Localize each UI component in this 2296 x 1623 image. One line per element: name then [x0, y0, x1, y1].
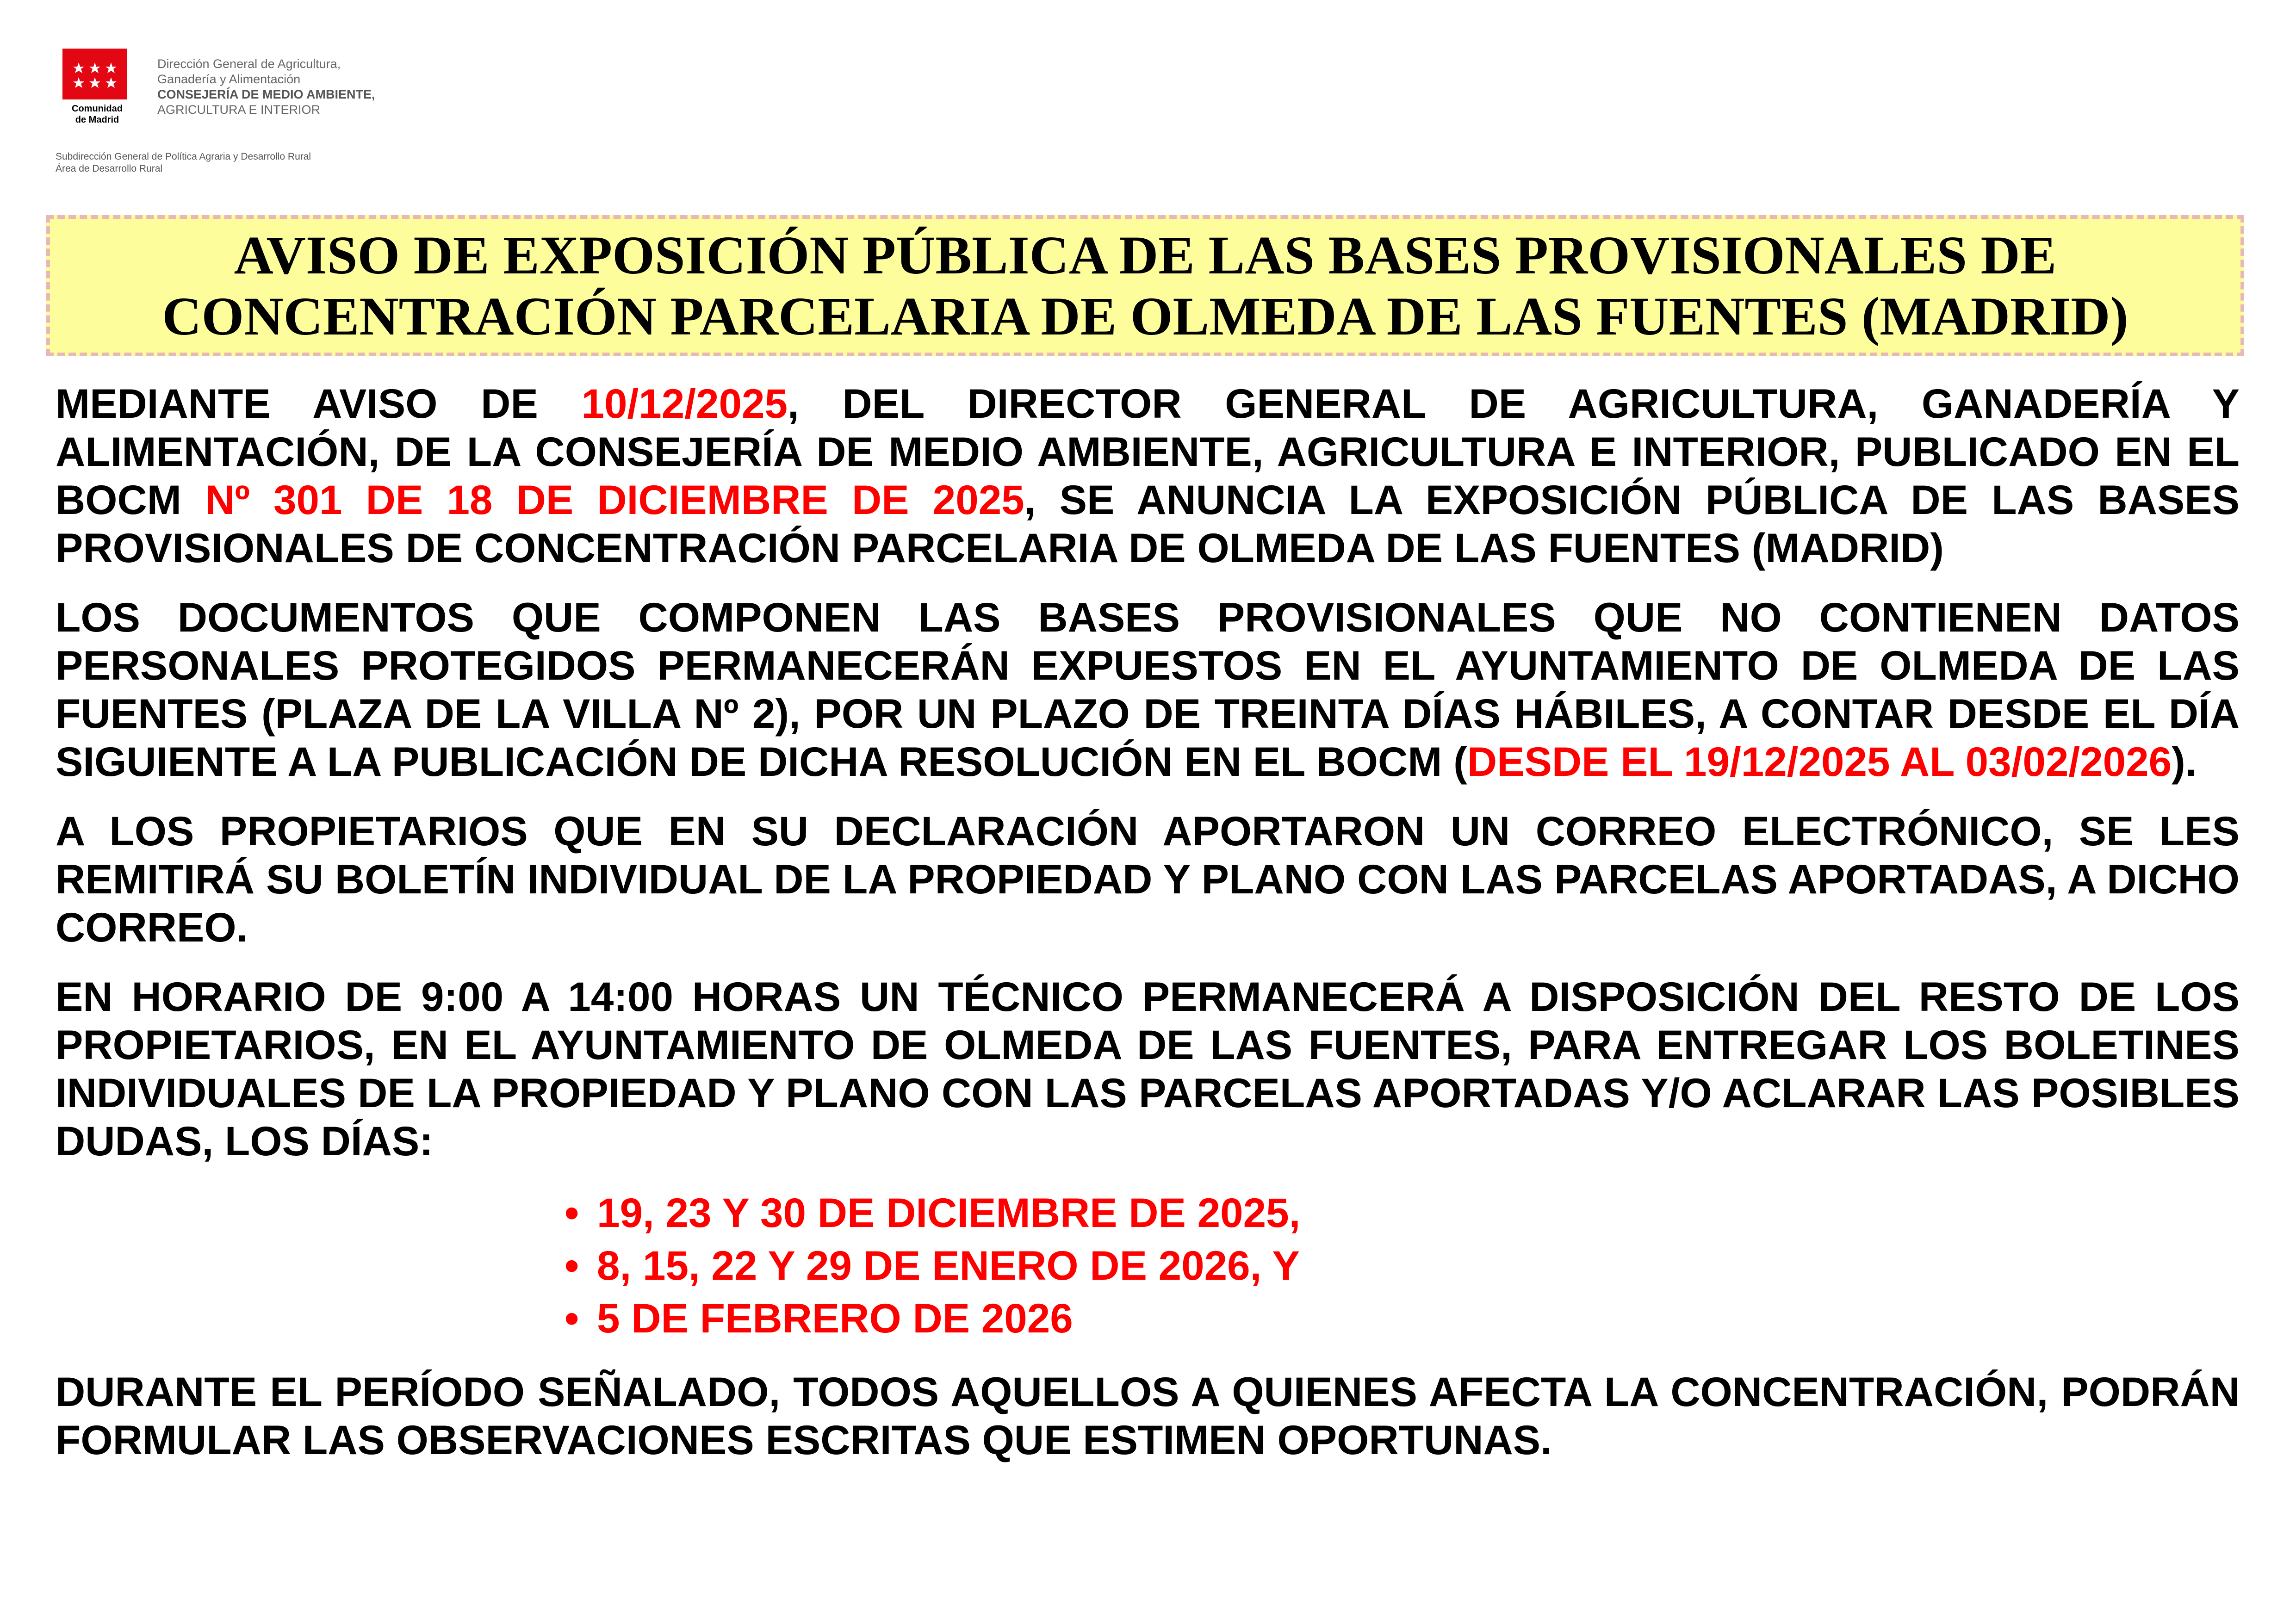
paragraph-schedule: EN HORARIO DE 9:00 A 14:00 HORAS UN TÉCNICO PERMANECERÁ A DISPOSICIÓN DEL RESTO DE LOS PROPIETARIOS, EN EL AYUNTAMIENTO DE OLMEDA DE LAS FUENTES, PARA ENTREGAR LOS BOLETINES INDIVIDUALES DE LA PROPIEDAD Y PLANO CON LAS PARCELAS APORTADAS Y/O ACLARAR LAS POSIBLES DUDAS, LOS DÍAS:	[56, 973, 2240, 1164]
title-banner	[46, 215, 2244, 356]
list-item	[565, 1186, 2240, 1239]
logo-label-line1: Comunidad	[72, 104, 123, 114]
dept-line1: Dirección General de Agricultura,	[157, 57, 341, 71]
dept-line3: CONSEJERÍA DE MEDIO AMBIENTE,	[157, 87, 375, 101]
paragraph-documents	[56, 593, 2240, 786]
bocm-reference: Nº 301 DE 18 DE DICIEMBRE DE 2025	[205, 477, 1024, 523]
date-item-1: 19, 23 Y 30 DE DICIEMBRE DE 2025,	[597, 1189, 1301, 1236]
p1-text-b: , DEL DIRECTOR GENERAL DE AGRICULTURA, GANADERÍA Y ALIMENTACIÓN, DE LA CONSEJERÍA DE MEDIO AMBIENTE, AGRICULTURA E INTERIOR, PUBLICADO EN EL BOCM	[56, 380, 2240, 523]
list-item	[565, 1292, 2240, 1344]
department-name	[157, 56, 620, 118]
dept-line2: Ganadería y Alimentación	[157, 72, 301, 86]
paragraph-email: A LOS PROPIETARIOS QUE EN SU DECLARACIÓN APORTARON UN CORREO ELECTRÓNICO, SE LES REMITIRÁ SU BOLETÍN INDIVIDUAL DE LA PROPIEDAD Y PLANO CON LAS PARCELAS APORTADAS, A DICHO CORREO.	[56, 808, 2240, 950]
title-line2: CONCENTRACIÓN PARCELARIA DE OLMEDA DE LAS FUENTES (MADRID)	[162, 285, 2128, 347]
date-item-2: 8, 15, 22 Y 29 DE ENERO DE 2026, Y	[597, 1242, 1300, 1288]
comunidad-de-madrid-logo	[62, 49, 132, 125]
stars-icon	[62, 49, 127, 99]
logo-label-line2: de Madrid	[75, 115, 119, 125]
subdirectorate-name	[56, 151, 518, 175]
title-line1: AVISO DE EXPOSICIÓN PÚBLICA DE LAS BASES PROVISIONALES DE	[234, 224, 2057, 285]
document-header	[56, 46, 708, 185]
bullet-icon: •	[565, 1189, 579, 1236]
logo-label	[62, 103, 132, 125]
list-item	[565, 1239, 2240, 1292]
p1-text-a: MEDIANTE AVISO DE	[56, 380, 582, 427]
logo-flag	[62, 49, 127, 99]
p1-text-c: , SE ANUNCIA LA EXPOSICIÓN PÚBLICA DE LAS BASES PROVISIONALES DE CONCENTRACIÓN PARCELARIA DE OLMEDA DE LAS FUENTES (MADRID)	[56, 477, 2240, 571]
subdir-line2: Área de Desarrollo Rural	[56, 163, 163, 174]
dates-list	[565, 1186, 2240, 1344]
subdir-line1: Subdirección General de Política Agraria y Desarrollo Rural	[56, 151, 311, 162]
notice-body	[56, 379, 2240, 1485]
paragraph-announcement	[56, 379, 2240, 572]
notice-date: 10/12/2025	[581, 380, 788, 427]
exposure-period: DESDE EL 19/12/2025 AL 03/02/2026	[1467, 738, 2172, 785]
paragraph-observations: DURANTE EL PERÍODO SEÑALADO, TODOS AQUELLOS A QUIENES AFECTA LA CONCENTRACIÓN, PODRÁN FORMULAR LAS OBSERVACIONES ESCRITAS QUE ESTIMEN OPORTUNAS.	[56, 1369, 2240, 1463]
date-item-3: 5 DE FEBRERO DE 2026	[597, 1295, 1073, 1341]
p2-text-a: LOS DOCUMENTOS QUE COMPONEN LAS BASES PROVISIONALES QUE NO CONTIENEN DATOS PERSONALES PROTEGIDOS PERMANECERÁN EXPUESTOS EN EL AYUNTAMIENTO DE OLMEDA DE LAS FUENTES (PLAZA DE LA VILLA Nº 2), POR UN PLAZO DE TREINTA DÍAS HÁBILES, A CONTAR DESDE EL DÍA SIGUIENTE A LA PUBLICACIÓN DE DICHA RESOLUCIÓN EN EL BOCM (	[56, 594, 2240, 785]
p2-text-b: ).	[2172, 738, 2197, 785]
page-title	[162, 225, 2128, 347]
dept-line4: AGRICULTURA E INTERIOR	[157, 103, 321, 117]
bullet-icon: •	[565, 1295, 579, 1341]
bullet-icon: •	[565, 1242, 579, 1288]
